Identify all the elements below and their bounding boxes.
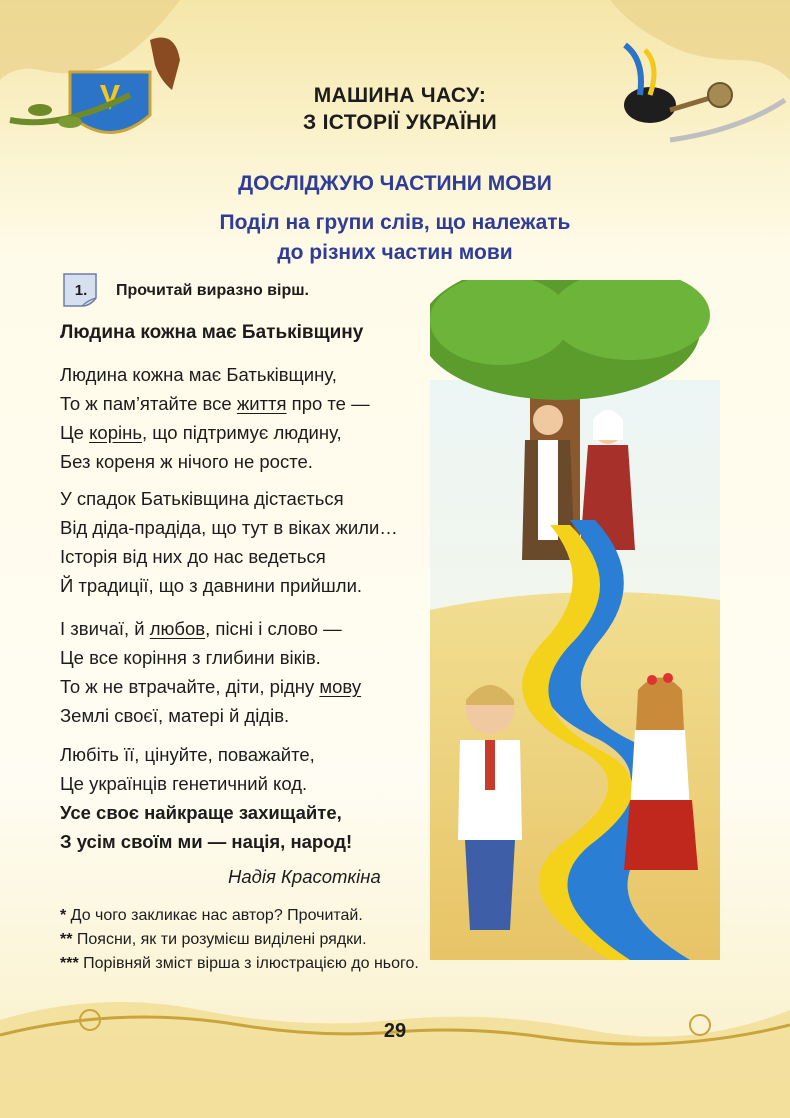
question-item: ** Поясни, як ти розумієш виділені рядки. bbox=[60, 931, 367, 948]
cossack-hat-icon bbox=[624, 45, 676, 123]
subsection-title bbox=[0, 208, 790, 268]
page-number: 29 bbox=[383, 1020, 407, 1042]
left-ornament-illustration bbox=[0, 0, 180, 150]
poem-line: Це корінь, що підтримує людину, bbox=[60, 422, 342, 443]
chapter-title bbox=[250, 82, 550, 136]
questions-list bbox=[60, 904, 419, 976]
poem-line: Землі своєї, матері й дідів. bbox=[60, 705, 290, 726]
poem-stanza-3 bbox=[60, 614, 361, 730]
poem-line: То ж не втрачайте, діти, рідну мову bbox=[60, 676, 362, 697]
chapter-title-line-2: З ІСТОРІЇ УКРАЇНИ bbox=[303, 111, 497, 134]
subsection-title-line-1: Поділ на групи слів, що належать bbox=[219, 211, 571, 234]
poem-line: Це українців генетичний код. bbox=[60, 773, 308, 794]
task-instruction: Прочитай виразно вірш. bbox=[116, 282, 309, 299]
right-ornament-illustration bbox=[610, 0, 790, 150]
poem-illustration bbox=[430, 280, 720, 960]
poem-stanza-2 bbox=[60, 484, 398, 600]
question-item: * До чого закликає нас автор? Прочитай. bbox=[60, 907, 363, 924]
poem-line: Історія від них до нас ведеться bbox=[60, 546, 326, 567]
header-ornament-band bbox=[0, 0, 790, 160]
poem-line: Це все коріння з глибини віків. bbox=[60, 647, 321, 668]
underlined-word: любов bbox=[149, 618, 206, 639]
poem-author: Надія Красоткіна bbox=[228, 866, 381, 887]
chapter-title-line-1: МАШИНА ЧАСУ: bbox=[313, 84, 487, 107]
underlined-word: мову bbox=[319, 676, 362, 697]
difficulty-mark: ** bbox=[60, 931, 73, 948]
footer-ornament bbox=[0, 980, 790, 1118]
difficulty-mark: *** bbox=[60, 955, 79, 972]
mace-icon bbox=[670, 83, 732, 110]
poem-line: Без кореня ж нічого не росте. bbox=[60, 451, 313, 472]
task-number: 1. bbox=[74, 281, 88, 299]
question-item: *** Порівняй зміст вірша з ілюстрацією до нього. bbox=[60, 955, 419, 972]
subsection-title-line-2: до різних частин мови bbox=[277, 241, 513, 264]
task-number-badge bbox=[60, 270, 102, 310]
difficulty-mark: * bbox=[60, 907, 67, 924]
poem-line-bold: Усе своє найкраще захищайте, bbox=[60, 802, 342, 823]
poem-line: Від діда-прадіда, що тут в віках жили… bbox=[60, 517, 398, 538]
poem-title: Людина кожна має Батьківщину bbox=[60, 322, 364, 343]
poem-stanza-1 bbox=[60, 360, 370, 476]
underlined-word: життя bbox=[236, 393, 287, 414]
poem-line: І звичаї, й любов, пісні і слово — bbox=[60, 618, 342, 639]
poem-line-bold: З усім своїм ми — нація, народ! bbox=[60, 831, 353, 852]
poem-stanza-4 bbox=[60, 740, 352, 856]
underlined-word: корінь bbox=[89, 422, 142, 443]
section-title: ДОСЛІДЖУЮ ЧАСТИНИ МОВИ bbox=[238, 172, 552, 195]
poem-line: Й традиції, що з давнини прийшли. bbox=[60, 575, 363, 596]
horse-head-icon bbox=[150, 38, 180, 91]
poem-line: То ж пам’ятайте все життя про те — bbox=[60, 393, 370, 414]
poem-line: Любіть її, цінуйте, поважайте, bbox=[60, 744, 315, 765]
poem-line: У спадок Батьківщина дістається bbox=[60, 488, 344, 509]
poem-line: Людина кожна має Батьківщину, bbox=[60, 364, 337, 385]
